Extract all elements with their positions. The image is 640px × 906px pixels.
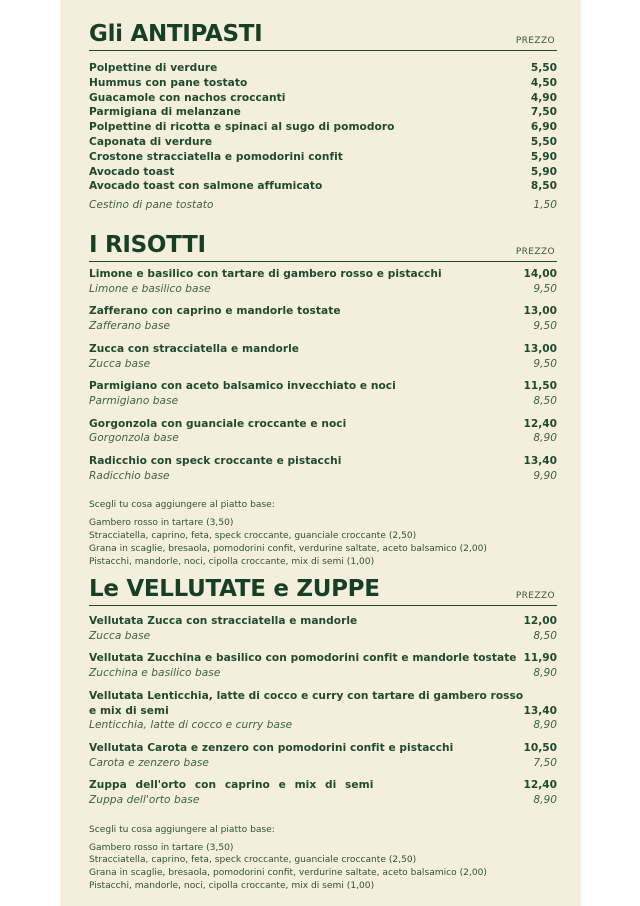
- item-name: Radicchio con speck croccante e pistacchi: [89, 454, 342, 467]
- item-base-name: Zucca base: [89, 357, 151, 370]
- menu-item: [89, 342, 557, 372]
- addon-line: Gambero rosso in tartare (3,50): [89, 842, 234, 853]
- antipasti-section: [89, 20, 557, 213]
- menu-item: [89, 614, 557, 644]
- item-base-name: Lenticchia, latte di cocco e curry base: [89, 719, 293, 732]
- item-name: Parmigiana di melanzane: [89, 106, 241, 119]
- addon-line: Grana in scaglie, bresaola, pomodorini confit, verdurine saltate, aceto balsamico (2,00): [89, 868, 487, 879]
- vellutate-title: Le VELLUTATE e ZUPPE: [89, 576, 380, 602]
- item-name: Caponata di verdure: [89, 135, 213, 148]
- addon-line: Stracciatella, caprino, feta, speck croccante, guanciale croccante (2,50): [89, 855, 417, 866]
- item-name: Vellutata Zucca con stracciatella e mandorle: [89, 615, 358, 627]
- item-name: Crostone stracciatella e pomodorini confit: [89, 150, 343, 163]
- item-price: 12,40: [523, 779, 557, 792]
- item-base-price: 8,90: [533, 794, 557, 807]
- addon-line: Pistacchi, mandorle, noci, cipolla croccante, mix di semi (1,00): [89, 556, 375, 567]
- antipasti-header: [89, 20, 557, 51]
- addon-line: Pistacchi, mandorle, noci, cipolla croccante, mix di semi (1,00): [89, 880, 375, 891]
- item-name: Guacamole con nachos croccanti: [89, 91, 286, 104]
- item-base-name: Limone e basilico base: [89, 282, 211, 295]
- menu-item: [89, 417, 557, 447]
- item-name: Avocado toast: [89, 165, 175, 178]
- item-price: 13,00: [523, 342, 557, 355]
- vellutate-addons-note: [89, 824, 557, 893]
- item-base-price: 9,50: [533, 282, 557, 295]
- item-name-line1: Vellutata Lenticchia, latte di cocco e curry con tartare di gambero rosso: [89, 689, 524, 702]
- addon-line: Grana in scaglie, bresaola, pomodorini confit, verdurine saltate, aceto balsamico (2,00): [89, 543, 487, 554]
- item-name: Avocado toast con salmone affumicato: [89, 180, 323, 193]
- menu-sheet: [60, 0, 581, 906]
- menu-item: [89, 778, 557, 808]
- addon-line: Stracciatella, caprino, feta, speck croccante, guanciale croccante (2,50): [89, 530, 417, 541]
- menu-item: [89, 135, 557, 150]
- item-name: Zuppa dell'orto con caprino e mix di semi: [89, 779, 374, 792]
- item-price: 4,50: [530, 76, 557, 89]
- menu-item: [89, 651, 557, 681]
- item-base-name: Radicchio base: [89, 469, 170, 482]
- vellutate-header: [89, 575, 557, 606]
- vellutate-price-header: PREZZO: [515, 591, 555, 601]
- item-name: Hummus con pane tostato: [89, 76, 248, 89]
- menu-item: [89, 76, 557, 91]
- menu-item: [89, 379, 557, 409]
- item-price: 6,90: [530, 121, 557, 134]
- item-price: 1,50: [533, 199, 557, 212]
- item-name: Polpettine di ricotta e spinaci al sugo di pomodoro: [89, 121, 395, 134]
- menu-item: [89, 179, 557, 194]
- item-price: 12,40: [523, 417, 557, 430]
- item-base-name: Zucca base: [89, 629, 151, 642]
- item-price: 13,40: [523, 704, 557, 717]
- item-base-price: 9,50: [533, 320, 557, 333]
- item-name-line2: e mix di semi: [89, 704, 169, 717]
- vellutate-section: [89, 575, 557, 893]
- item-base-price: 9,50: [533, 357, 557, 370]
- item-price: 13,40: [523, 454, 557, 467]
- menu-item-extra: [89, 198, 557, 213]
- item-base-price: 8,50: [533, 394, 557, 407]
- addons-intro: Scegli tu cosa aggiungere al piatto base:: [89, 824, 275, 835]
- item-price: 8,50: [530, 180, 557, 193]
- item-price: 5,90: [530, 165, 557, 178]
- item-base-name: Zafferano base: [89, 320, 171, 333]
- risotti-section: [89, 231, 557, 568]
- antipasti-price-header: PREZZO: [515, 36, 555, 46]
- item-name: Zafferano con caprino e mandorle tostate: [89, 305, 341, 318]
- menu-item: [89, 267, 557, 297]
- item-name: Limone e basilico con tartare di gambero rosso e pistacchi: [89, 268, 442, 280]
- item-price: 11,90: [523, 652, 557, 665]
- item-name: Vellutata Zucchina e basilico con pomodorini confit e mandorle tostate: [89, 652, 517, 665]
- item-price: 5,50: [530, 135, 557, 148]
- item-name: Parmigiano con aceto balsamico invecchiato e noci: [89, 380, 396, 393]
- item-price: 5,50: [530, 62, 557, 74]
- item-name: Zucca con stracciatella e mandorle: [89, 342, 300, 355]
- menu-item: [89, 741, 557, 771]
- menu-item: [89, 689, 557, 733]
- item-name: Polpettine di verdure: [89, 62, 218, 74]
- item-base-price: 7,50: [533, 756, 557, 769]
- item-name: Vellutata Carota e zenzero con pomodorini confit e pistacchi: [89, 741, 454, 754]
- item-price: 5,90: [530, 150, 557, 163]
- item-base-price: 8,90: [533, 432, 557, 445]
- antipasti-title: Gli ANTIPASTI: [89, 21, 263, 47]
- addons-intro: Scegli tu cosa aggiungere al piatto base:: [89, 500, 275, 511]
- menu-item: [89, 150, 557, 165]
- menu-item: [89, 454, 557, 484]
- risotti-price-header: PREZZO: [515, 247, 555, 257]
- item-price: 13,00: [523, 305, 557, 318]
- item-base-name: Carota e zenzero base: [89, 756, 210, 769]
- menu-item: [89, 91, 557, 106]
- item-base-name: Gorgonzola base: [89, 432, 179, 445]
- item-price: 4,90: [530, 91, 557, 104]
- item-price: 10,50: [523, 741, 557, 754]
- addon-line: Gambero rosso in tartare (3,50): [89, 518, 234, 529]
- risotti-title: I RISOTTI: [89, 232, 206, 258]
- menu-item: [89, 120, 557, 135]
- item-name: Cestino di pane tostato: [89, 199, 214, 212]
- item-base-price: 8,50: [533, 629, 557, 642]
- item-base-price: 9,90: [533, 469, 557, 482]
- menu-item: [89, 105, 557, 120]
- item-name: Gorgonzola con guanciale croccante e noci: [89, 417, 347, 430]
- item-base-price: 8,90: [533, 667, 557, 680]
- menu-item: [89, 304, 557, 334]
- item-price: 11,50: [523, 380, 557, 393]
- item-price: 7,50: [530, 106, 557, 119]
- risotti-header: [89, 231, 557, 262]
- item-base-price: 8,90: [533, 719, 557, 732]
- item-price: 12,00: [523, 615, 557, 627]
- item-base-name: Zucchina e basilico base: [89, 667, 221, 680]
- item-price: 14,00: [523, 268, 557, 280]
- menu-item: [89, 165, 557, 180]
- risotti-addons-note: [89, 499, 557, 568]
- item-base-name: Parmigiano base: [89, 394, 179, 407]
- menu-item: [89, 61, 557, 76]
- item-base-name: Zuppa dell'orto base: [89, 794, 200, 807]
